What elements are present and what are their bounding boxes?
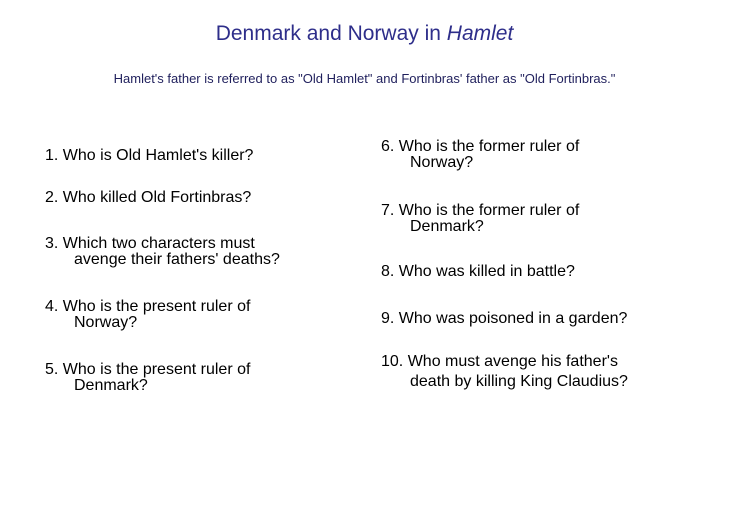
question-4-line2: Norway? [74, 314, 138, 331]
page-title [0, 22, 729, 46]
question-5 [45, 362, 250, 394]
question-5-line1: 5. Who is the present ruler of [45, 361, 251, 378]
question-2 [45, 190, 251, 206]
question-7-line2: Denmark? [410, 218, 484, 235]
question-4 [45, 299, 250, 331]
question-9 [381, 311, 627, 327]
question-6-line1: 6. Who is the former ruler of [381, 138, 580, 155]
question-1 [45, 148, 253, 164]
question-8-text: 8. Who was killed in battle? [381, 263, 575, 280]
question-9-text: 9. Who was poisoned in a garden? [381, 310, 628, 327]
question-7-line1: 7. Who is the former ruler of [381, 202, 580, 219]
question-10-line2: death by killing King Claudius? [410, 373, 628, 390]
question-5-line2: Denmark? [74, 377, 148, 394]
question-7 [381, 203, 579, 235]
question-2-text: 2. Who killed Old Fortinbras? [45, 189, 252, 206]
page-title-emphasis: Hamlet [446, 22, 514, 45]
question-8 [381, 264, 575, 280]
question-3-line2: avenge their fathers' deaths? [74, 251, 280, 268]
question-3 [45, 236, 280, 268]
question-6-line2: Norway? [410, 154, 474, 171]
question-10 [381, 354, 628, 390]
question-1-text: 1. Who is Old Hamlet's killer? [45, 147, 254, 164]
question-3-line1: 3. Which two characters must [45, 235, 255, 252]
page-subtitle: Hamlet's father is referred to as "Old Hamlet" and Fortinbras' father as "Old Fortinbras." [113, 71, 616, 86]
question-4-line1: 4. Who is the present ruler of [45, 298, 251, 315]
question-10-line1: 10. Who must avenge his father's [381, 353, 618, 370]
question-6 [381, 139, 579, 171]
page-title-main: Denmark and Norway in [215, 22, 447, 45]
